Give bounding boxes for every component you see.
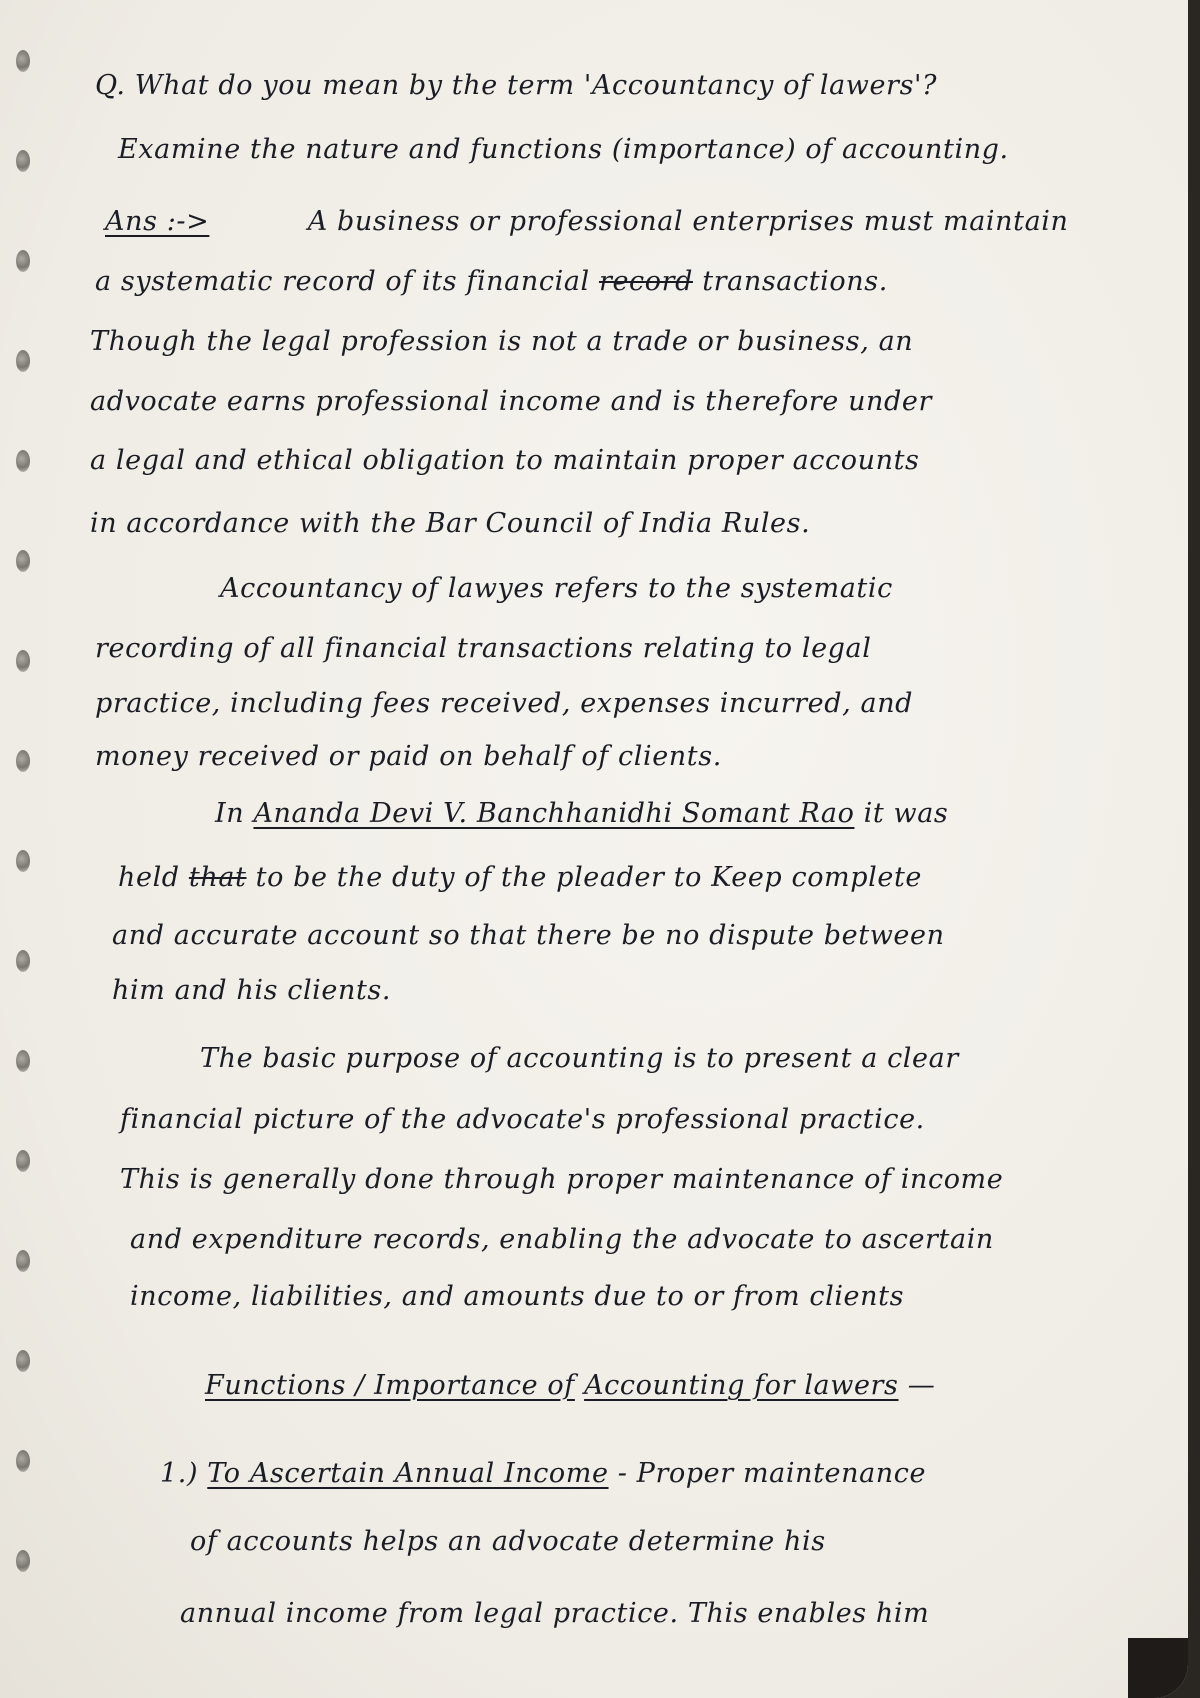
para4-line-1: The basic purpose of accounting is to present a clear [200,1043,959,1074]
para1-line-3: Though the legal profession is not a trade or business, an [90,326,914,357]
point-1-line-3: annual income from legal practice. This enables him [180,1598,930,1629]
para1-line-2-end: transactions. [702,266,888,297]
answer-label: Ans :-> [105,206,210,237]
para2-line-4: money received or paid on behalf of clients. [95,741,722,772]
para1-line-2: a systematic record of its financial [95,266,590,297]
para2-line-1: Accountancy of lawyes refers to the systematic [220,573,893,604]
held-word: held [118,862,180,893]
para4-line-4: and expenditure records, enabling the advocate to ascertain [130,1224,994,1255]
point-1-line-1 [160,1460,926,1487]
para1-line-1: A business or professional enterprises must maintain [307,206,1069,237]
struck-that: that [188,862,247,893]
para2-line-3: practice, including fees received, expenses incurred, and [95,688,914,719]
case-line-4: him and his clients. [112,975,392,1006]
point-1-dash: - [617,1458,628,1489]
case-line-2 [118,864,922,891]
heading-dash: — [907,1370,936,1401]
case-line-3: and accurate account so that there be no dispute between [112,920,945,951]
case-prefix: In [215,798,245,829]
answer-label-row [105,208,1069,235]
para1-line-6: in accordance with the Bar Council of India Rules. [90,508,811,539]
struck-word: record [598,266,693,297]
para1-line-2-row [95,268,888,295]
page-corner-shadow [1128,1638,1188,1698]
case-line-1 [215,800,948,827]
para1-line-5: a legal and ethical obligation to maintain proper accounts [90,445,920,476]
para2-line-2: recording of all financial transactions relating to legal [95,633,872,664]
question-line-1: Q. What do you mean by the term 'Accountancy of lawers'? [95,70,938,101]
question-line-2: Examine the nature and functions (importance) of accounting. [118,134,1009,165]
case-line-2-rest: to be the duty of the pleader to Keep complete [255,862,922,893]
para1-line-4: advocate earns professional income and is therefore under [90,386,933,417]
heading-part-1: Functions / Importance of [205,1370,575,1401]
point-1-text: Proper maintenance [636,1458,927,1489]
section-heading [205,1372,935,1399]
case-name: Ananda Devi V. Banchhanidhi Somant Rao [253,798,855,829]
point-1-number: 1.) [160,1458,199,1489]
heading-part-2: Accounting for lawers [584,1370,899,1401]
para4-line-2: financial picture of the advocate's professional practice. [120,1104,925,1135]
para4-line-3: This is generally done through proper maintenance of income [120,1164,1004,1195]
point-1-line-2: of accounts helps an advocate determine his [190,1526,826,1557]
point-1-title: To Ascertain Annual Income [207,1458,609,1489]
para4-line-5: income, liabilities, and amounts due to or from clients [130,1281,905,1312]
case-suffix: it was [863,798,949,829]
